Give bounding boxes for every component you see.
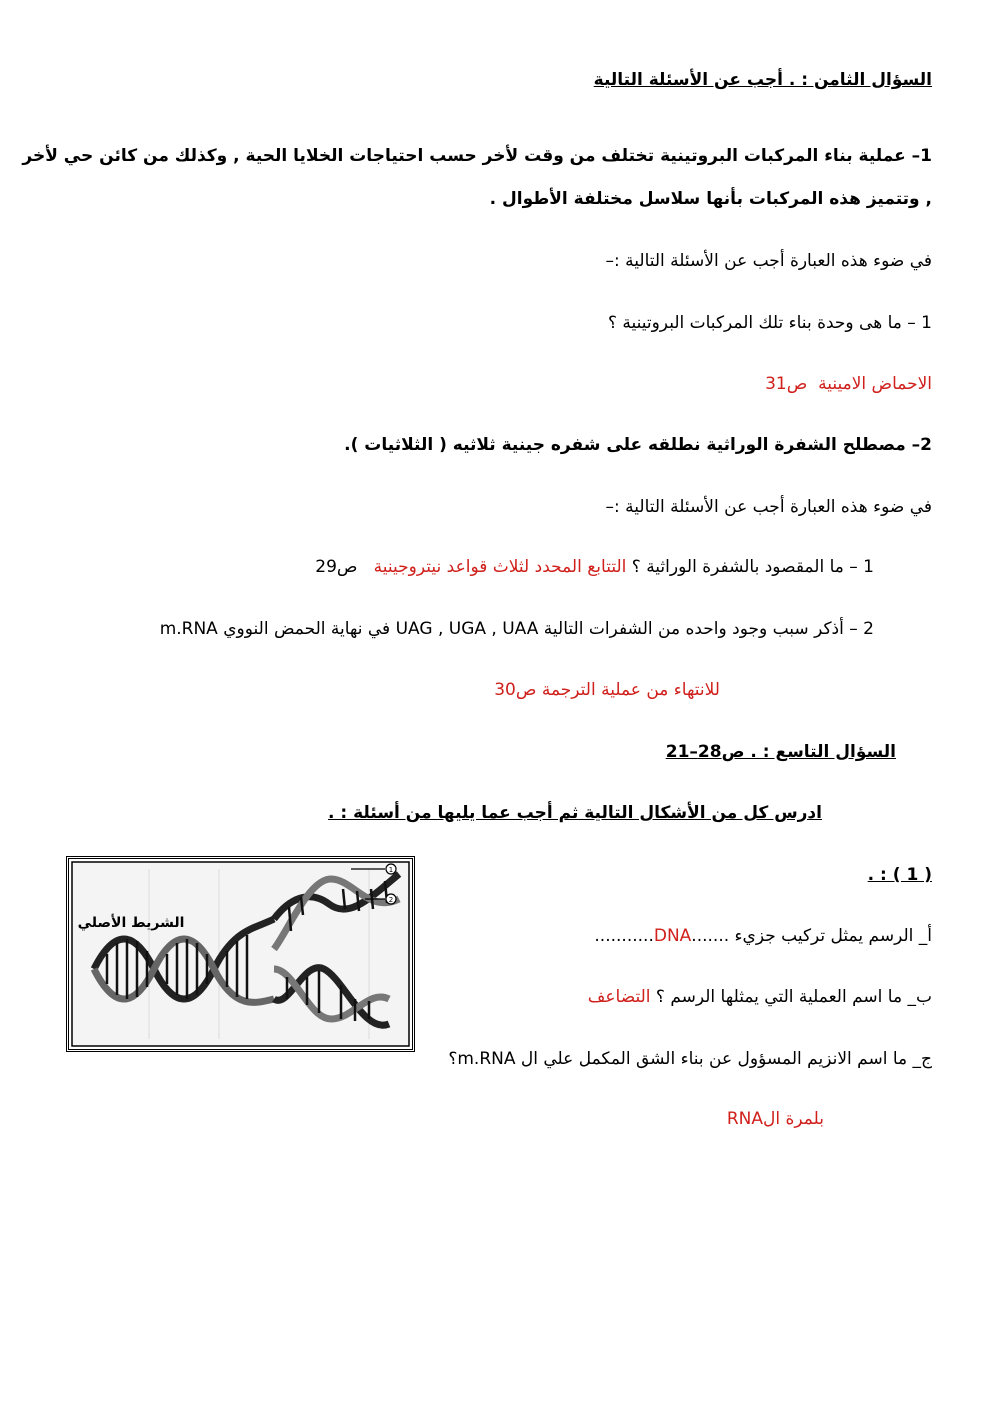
q8-item2-q1-page: ص29: [315, 557, 358, 577]
figure1-b-row: [588, 985, 932, 1009]
marker-bottom-label: 2: [388, 896, 394, 904]
marker-top-label: 1: [388, 866, 394, 874]
figure1-c-answer: بلمرة الRNA: [726, 1109, 824, 1129]
figure1-a-suffix: ...........: [594, 926, 654, 946]
q8-item1-prompt: في ضوء هذه العبارة أجب عن الأسئلة التالية :–: [605, 251, 932, 271]
figure1-label: ( 1 ) : .: [867, 865, 932, 885]
q8-item2-statement: 2– مصطلح الشفرة الوراثية نطلقه على شفره جينية ثلاثيه ( الثلاثيات ).: [344, 435, 932, 455]
q8-item1-question: 1 – ما هى وحدة بناء تلك المركبات البروتينية ؟: [607, 313, 932, 333]
q8-title: السؤال الثامن : . أجب عن الأسئلة التالية: [593, 70, 932, 90]
figure1-b-answer: التضاعف: [587, 987, 651, 1007]
diagram-caption: الشريط الأصلي: [77, 915, 185, 931]
q8-item1-answer-row: [765, 372, 932, 396]
figure1-a-row: [594, 924, 932, 948]
q8-item2-q2: 2 – أذكر سبب وجود واحده من الشفرات التالية UAG , UGA , UAA في نهاية الحمض النووي m.RNA: [159, 619, 874, 639]
q8-item1-answer: الاحماض الامينية: [818, 374, 932, 394]
dna-replication-diagram: [66, 856, 415, 1052]
figure1-a-prefix: أ_ الرسم يمثل تركيب جزيء .......: [691, 926, 932, 946]
figure1-c-question: ج_ ما اسم الانزيم المسؤول عن بناء الشق المكمل علي ال m.RNA؟: [448, 1049, 932, 1069]
q8-item1-answer-page: ص31: [765, 374, 808, 394]
q8-item2-q2-answer: للانتهاء من عملية الترجمة ص30: [494, 680, 720, 700]
q8-item2-q1-row: [315, 555, 874, 579]
q8-item2-prompt: في ضوء هذه العبارة أجب عن الأسئلة التالية :–: [605, 497, 932, 517]
figure1-b-question: ب_ ما اسم العملية التي يمثلها الرسم ؟: [655, 987, 932, 1007]
dna-helix-illustration: [69, 859, 412, 1049]
q8-item2-q1-answer: التتابع المحدد لثلاث قواعد نيتروجينية: [373, 557, 627, 577]
figure1-a-answer: DNA: [653, 926, 692, 946]
q9-title: السؤال التاسع : . ص28–21: [665, 742, 896, 762]
q9-instruction: ادرس كل من الأشكال التالية ثم أجب عما يليها من أسئلة : .: [328, 803, 822, 823]
q8-item1-line1: 1– عملية بناء المركبات البروتينية تختلف من وقت لأخر حسب احتياجات الخلايا الحية , وكذلك من كائن حي لأخر: [22, 146, 932, 166]
q8-item2-q1: 1 – ما المقصود بالشفرة الوراثية ؟: [631, 557, 874, 577]
q8-item1-line2: , وتتميز هذه المركبات بأنها سلاسل مختلفة الأطوال .: [489, 189, 932, 209]
